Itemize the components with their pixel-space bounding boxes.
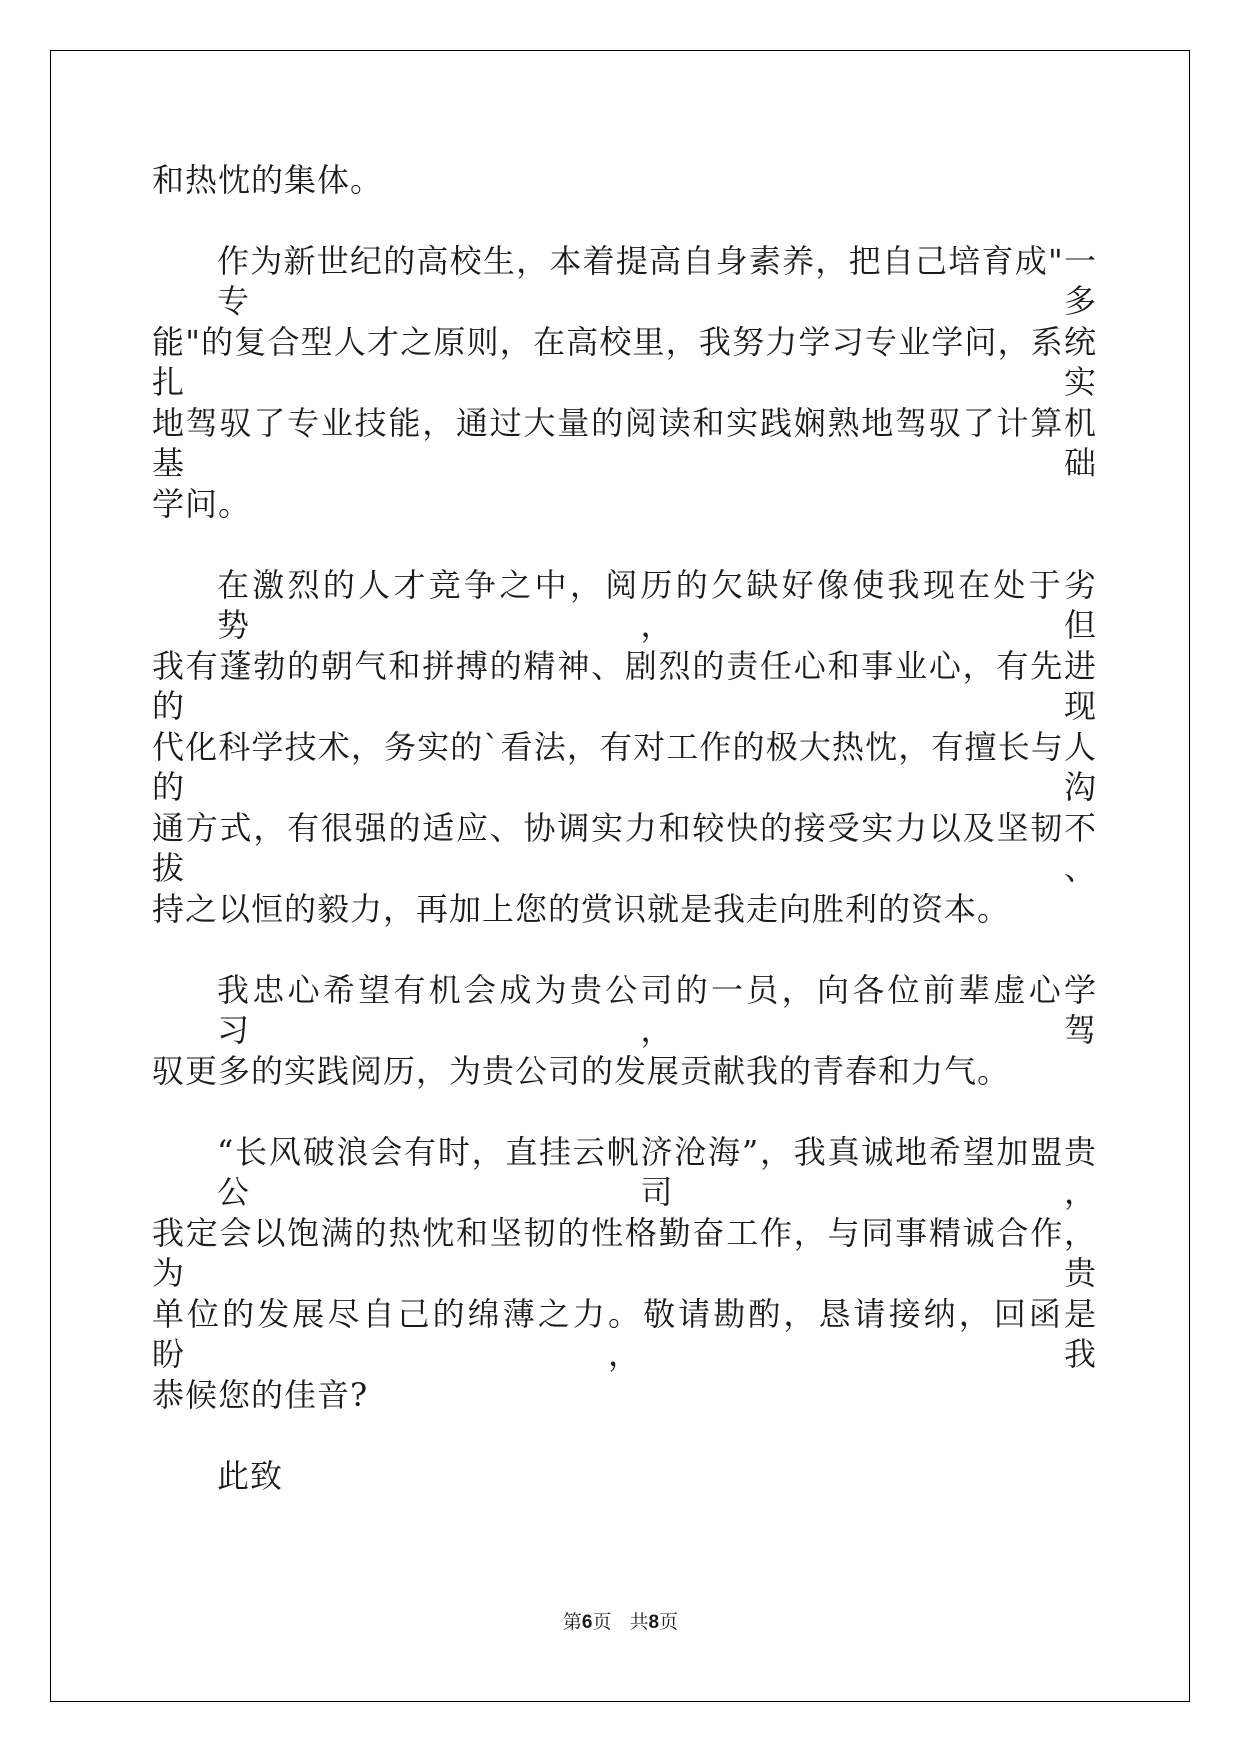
text-line: 地驾驭了专业技能，通过大量的阅读和实践娴熟地驾驭了计算机基础: [152, 404, 1097, 482]
text-line: 能"的复合型人才之原则，在高校里，我努力学习专业学问，系统扎实: [152, 323, 1097, 401]
page-suffix: 页: [592, 1611, 612, 1633]
page-footer: [0, 1610, 1241, 1635]
text-line: 和热忱的集体。: [152, 161, 384, 199]
text-line: 我忠心希望有机会成为贵公司的一员，向各位前辈虚心学习，驾: [217, 971, 1097, 1049]
total-prefix: 共: [629, 1611, 649, 1633]
text-line: “长风破浪会有时，直挂云帆济沧海”，我真诚地希望加盟贵公司，: [217, 1133, 1097, 1211]
text-line: 代化科学技术，务实的`看法，有对工作的极大热忱，有擅长与人的沟: [152, 728, 1097, 806]
text-line: 我定会以饱满的热忱和坚韧的性格勤奋工作，与同事精诚合作，为贵: [152, 1214, 1097, 1292]
text-line: 通方式，有很强的适应、协调实力和较快的接受实力以及坚韧不拔、: [152, 809, 1097, 887]
text-line: 在激烈的人才竞争之中，阅历的欠缺好像使我现在处于劣势，但: [217, 566, 1097, 644]
text-line: 驭更多的实践阅历，为贵公司的发展贡献我的青春和力气。: [152, 1052, 1011, 1090]
text-line: 恭候您的佳音?: [152, 1376, 369, 1414]
text-line: 此致: [217, 1457, 284, 1495]
page-current: 6: [581, 1612, 593, 1633]
text-line: 学问。: [152, 485, 252, 523]
page-total: 8: [648, 1612, 660, 1633]
text-line: 单位的发展尽自己的绵薄之力。敬请勘酌，恳请接纳，回函是盼，我: [152, 1295, 1097, 1373]
page-prefix: 第: [562, 1611, 582, 1633]
document-body: [152, 160, 1097, 1537]
text-line: 我有蓬勃的朝气和拼搏的精神、剧烈的责任心和事业心，有先进的现: [152, 647, 1097, 725]
text-line: 持之以恒的毅力，再加上您的赏识就是我走向胜利的资本。: [152, 890, 1011, 928]
total-suffix: 页: [659, 1611, 679, 1633]
text-line: 作为新世纪的高校生，本着提高自身素养，把自己培育成"一专多: [217, 242, 1097, 320]
